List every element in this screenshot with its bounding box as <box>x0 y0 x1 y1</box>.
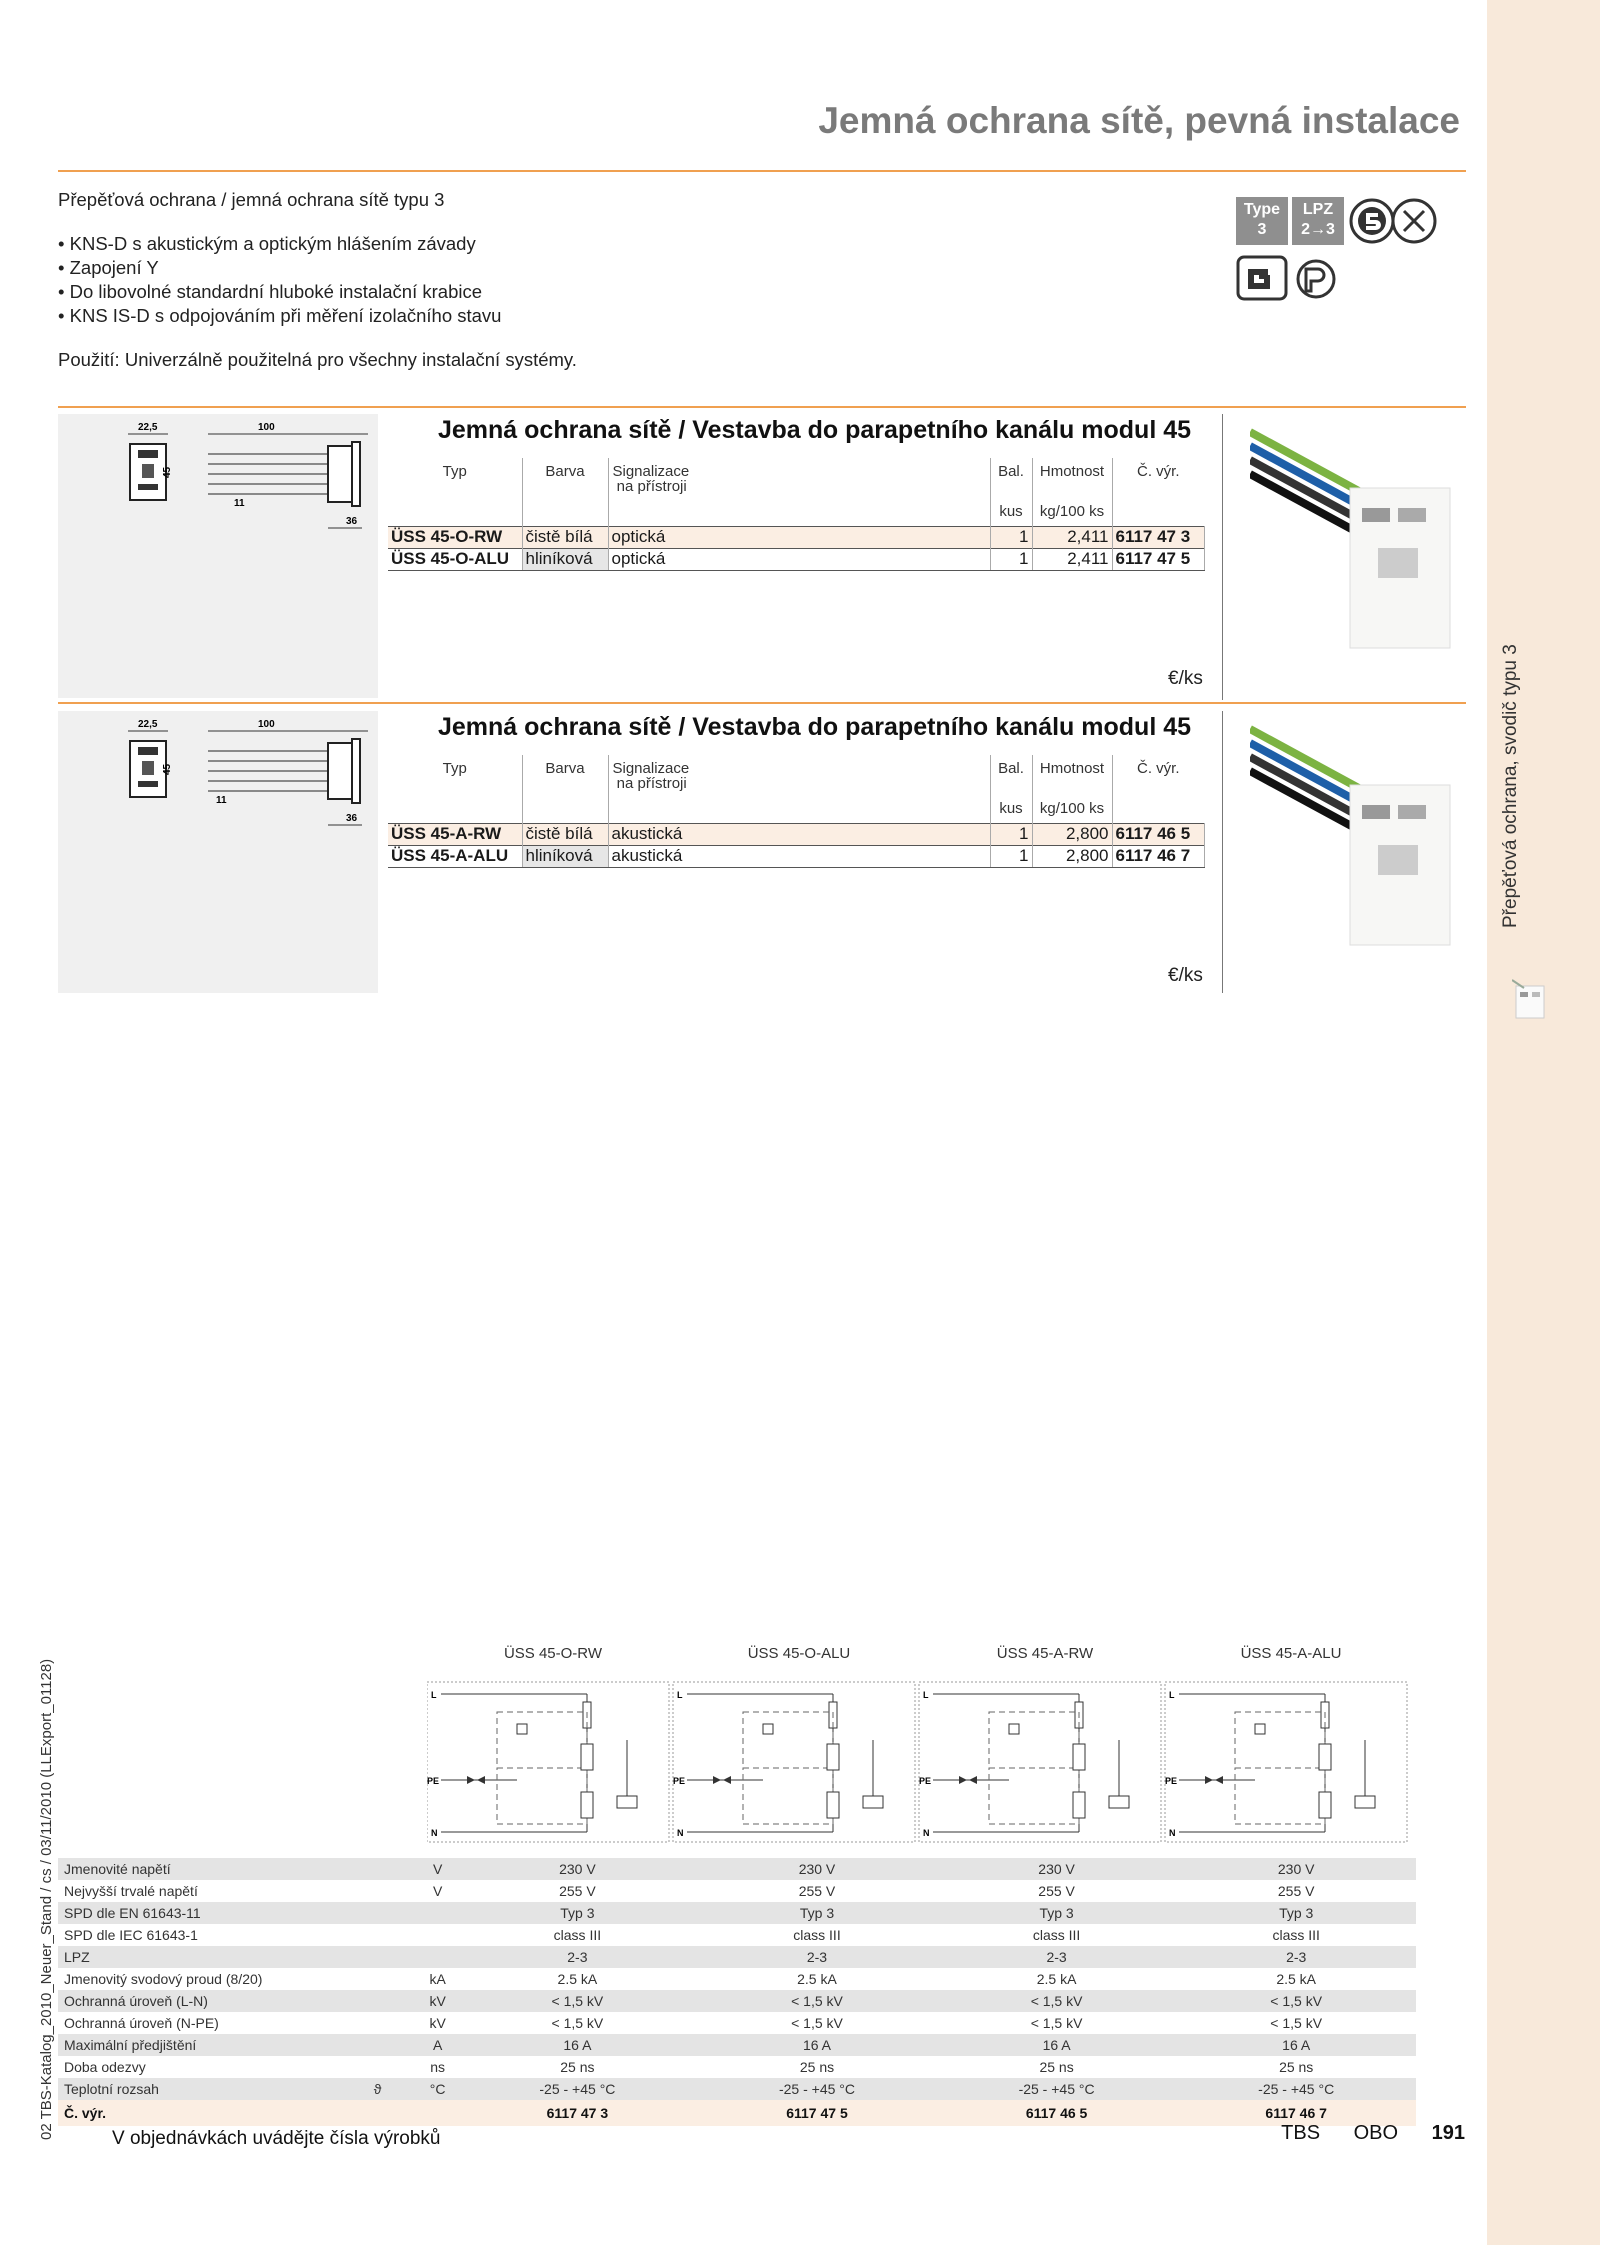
footer-brand <box>1253 2122 1465 2145</box>
product-typ: ÜSS 45-O-RW <box>388 526 522 548</box>
block-divider-line <box>1222 414 1223 700</box>
intro-heading: Přepěťová ochrana / jemná ochrana sítě typu 3 <box>58 189 445 210</box>
col-signalizace-line1: Signalizace <box>612 760 690 777</box>
spec-value: < 1,5 kV <box>937 1990 1177 2012</box>
spec-value: < 1,5 kV <box>937 2012 1177 2034</box>
spec-label: SPD dle EN 61643-11 <box>58 1902 368 1924</box>
unit-cell <box>608 494 990 526</box>
diagram-model-label: ÜSS 45-A-RW <box>996 1645 1094 1662</box>
price-unit: €/ks <box>1168 668 1203 689</box>
footer-brand-obo: OBO <box>1353 2122 1399 2144</box>
catalog-source-note: 02 TBS-Katalog_2010_Neuer_Stand / cs / 03/11/2010 (LLExport_01128) <box>38 1658 55 2140</box>
unit-kg: kg/100 ks <box>1032 791 1112 823</box>
col-cvyr: Č. výr. <box>1136 760 1180 777</box>
spec-unit <box>418 1924 458 1946</box>
dim-label: 36 <box>346 813 358 824</box>
spec-symbol <box>368 1902 418 1924</box>
spec-unit: kV <box>418 1990 458 2012</box>
spec-unit: kV <box>418 2012 458 2034</box>
product-typ: ÜSS 45-A-RW <box>388 823 522 845</box>
dimension-drawing-svg <box>58 414 378 698</box>
col-signalizace-line2: na přístroji <box>616 478 687 495</box>
side-tab-strip <box>1487 0 1600 2245</box>
col-barva: Barva <box>522 755 608 791</box>
spec-article-no: 6117 46 7 <box>1176 2100 1416 2126</box>
type-badge-line: 3 <box>1257 221 1267 238</box>
spec-row <box>58 2056 1416 2078</box>
spec-symbol <box>368 2012 418 2034</box>
spec-value: 255 V <box>1176 1880 1416 1902</box>
page-title: Jemná ochrana sítě, pevná instalace <box>818 100 1460 141</box>
spec-value: 230 V <box>458 1858 698 1880</box>
spec-value: -25 - +45 °C <box>1176 2078 1416 2100</box>
spec-value: < 1,5 kV <box>458 2012 698 2034</box>
spec-symbol <box>368 2034 418 2056</box>
spec-article-no: 6117 47 3 <box>458 2100 698 2126</box>
spec-blank <box>418 2100 458 2126</box>
product-hmotnost: 2,800 <box>1032 845 1112 867</box>
dim-label: 45 <box>162 466 173 478</box>
type-badge <box>1236 197 1288 245</box>
lpz-badge <box>1292 197 1344 245</box>
spec-unit: °C <box>418 2078 458 2100</box>
col-signalizace-line2: na přístroji <box>616 775 687 792</box>
dimension-drawing-svg <box>58 711 378 993</box>
col-signalizace <box>608 755 990 791</box>
spec-value: Typ 3 <box>697 1902 937 1924</box>
spec-unit: A <box>418 2034 458 2056</box>
spec-value: 25 ns <box>458 2056 698 2078</box>
dim-label: 100 <box>258 719 275 730</box>
spec-row <box>58 1858 1416 1880</box>
product-signal: optická <box>608 526 990 548</box>
col-typ: Typ <box>388 458 522 494</box>
spec-label: Ochranná úroveň (N-PE) <box>58 2012 368 2034</box>
spec-symbol <box>368 1946 418 1968</box>
unit-cell <box>388 494 522 526</box>
spec-label: Doba odezvy <box>58 2056 368 2078</box>
spec-value: 25 ns <box>697 2056 937 2078</box>
diagram-model-label: ÜSS 45-A-ALU <box>1240 1645 1342 1662</box>
product-barva: čistě bílá <box>522 526 608 548</box>
spec-value: 25 ns <box>937 2056 1177 2078</box>
dim-label: 11 <box>216 795 227 806</box>
dim-label: 22,5 <box>138 422 158 433</box>
product-bal: 1 <box>990 845 1032 867</box>
spec-value: < 1,5 kV <box>697 1990 937 2012</box>
spec-value: 2.5 kA <box>458 1968 698 1990</box>
line-label: PE <box>427 1776 440 1786</box>
product-barva: čistě bílá <box>522 823 608 845</box>
spec-value: 230 V <box>937 1858 1177 1880</box>
circuit-diagrams <box>427 1680 1415 1848</box>
spec-value: class III <box>937 1924 1177 1946</box>
spec-value: 16 A <box>697 2034 937 2056</box>
spec-row <box>58 2078 1416 2100</box>
product-hmotnost: 2,800 <box>1032 823 1112 845</box>
footer-brand-tbs: TBS <box>1281 2122 1321 2144</box>
intro-bullet: • KNS IS-D s odpojováním při měření izolačního stavu <box>58 305 502 326</box>
product-hmotnost: 2,411 <box>1032 548 1112 570</box>
spec-label: Maximální předjištění <box>58 2034 368 2056</box>
line-label: N <box>431 1828 438 1838</box>
dim-label: 11 <box>234 498 245 509</box>
spec-label: Jmenovité napětí <box>58 1858 368 1880</box>
product-table <box>388 755 1205 868</box>
spec-symbol <box>368 1880 418 1902</box>
product-signal: optická <box>608 548 990 570</box>
spec-article-no: 6117 47 5 <box>697 2100 937 2126</box>
product-block-title: Jemná ochrana sítě / Vestavba do parapetního kanálu modul 45 <box>438 416 1192 444</box>
gs-pct-marks-icon <box>1236 255 1346 301</box>
col-bal: Bal. <box>990 458 1032 494</box>
unit-cell <box>522 791 608 823</box>
unit-cell <box>608 791 990 823</box>
spec-unit: V <box>418 1880 458 1902</box>
product-art-no: 6117 46 5 <box>1112 823 1204 845</box>
spec-value: 16 A <box>937 2034 1177 2056</box>
col-cvyr: Č. výr. <box>1136 463 1180 480</box>
spec-label: LPZ <box>58 1946 368 1968</box>
spec-value: < 1,5 kV <box>458 1990 698 2012</box>
spec-row <box>58 1880 1416 1902</box>
title-divider <box>58 170 1466 172</box>
side-tab-label: Přepěťová ochrana, svodič typu 3 <box>1500 644 1521 928</box>
product-art-no: 6117 46 7 <box>1112 845 1204 867</box>
spec-symbol <box>368 1968 418 1990</box>
spec-label: Jmenovitý svodový proud (8/20) <box>58 1968 368 1990</box>
spec-row <box>58 1946 1416 1968</box>
circuit-diagram <box>427 1682 669 1842</box>
spec-article-no: 6117 46 5 <box>937 2100 1177 2126</box>
product-hmotnost: 2,411 <box>1032 526 1112 548</box>
spec-unit <box>418 1902 458 1924</box>
intro-usage: Použití: Univerzálně použitelná pro všechny instalační systémy. <box>58 349 577 370</box>
intro-bullet: • Zapojení Y <box>58 257 159 278</box>
product-block-title: Jemná ochrana sítě / Vestavba do parapetního kanálu modul 45 <box>438 713 1192 741</box>
product-photo-2 <box>1250 725 1530 955</box>
spec-unit <box>418 1946 458 1968</box>
spec-row <box>58 2012 1416 2034</box>
spec-value: -25 - +45 °C <box>937 2078 1177 2100</box>
product-bal: 1 <box>990 823 1032 845</box>
spec-value: 25 ns <box>1176 2056 1416 2078</box>
page-number: 191 <box>1431 2122 1465 2144</box>
section-divider <box>58 406 1466 408</box>
col-signalizace <box>608 458 990 494</box>
product-barva: hliníková <box>522 548 608 570</box>
spec-value: < 1,5 kV <box>1176 1990 1416 2012</box>
lpz-badge-line: 2→3 <box>1301 221 1335 238</box>
spec-value: 255 V <box>937 1880 1177 1902</box>
spec-value: class III <box>1176 1924 1416 1946</box>
block-divider-line <box>1222 711 1223 993</box>
col-typ: Typ <box>388 755 522 791</box>
product-photo-1 <box>1250 428 1530 658</box>
spec-value: 255 V <box>697 1880 937 1902</box>
dim-label: 45 <box>162 763 173 775</box>
dim-label: 22,5 <box>138 719 158 730</box>
product-art-no: 6117 47 5 <box>1112 548 1204 570</box>
spec-value: Typ 3 <box>458 1902 698 1924</box>
unit-kus: kus <box>990 791 1032 823</box>
spec-row <box>58 1902 1416 1924</box>
spec-row-article <box>58 2100 1416 2126</box>
spec-value: 16 A <box>458 2034 698 2056</box>
spec-row <box>58 1968 1416 1990</box>
unit-kg: kg/100 ks <box>1032 494 1112 526</box>
spec-value: Typ 3 <box>937 1902 1177 1924</box>
intro-bullet: • Do libovolné standardní hluboké instalační krabice <box>58 281 483 302</box>
spec-unit: ns <box>418 2056 458 2078</box>
spec-label: Č. výr. <box>58 2100 368 2126</box>
product-block-1 <box>58 414 1222 700</box>
col-barva: Barva <box>522 458 608 494</box>
product-signal: akustická <box>608 845 990 867</box>
spec-value: 2-3 <box>697 1946 937 1968</box>
product-barva: hliníková <box>522 845 608 867</box>
unit-cell <box>388 791 522 823</box>
spec-label: SPD dle IEC 61643-1 <box>58 1924 368 1946</box>
diagram-model-label: ÜSS 45-O-ALU <box>747 1645 851 1662</box>
spec-row <box>58 1924 1416 1946</box>
diagram-model-label: ÜSS 45-O-RW <box>503 1645 603 1662</box>
footer-note: V objednávkách uvádějte čísla výrobků <box>112 2128 441 2149</box>
spec-value: 230 V <box>697 1858 937 1880</box>
lpz-badge-line: LPZ <box>1302 201 1334 218</box>
spec-symbol <box>368 1858 418 1880</box>
spec-symbol <box>368 1990 418 2012</box>
spec-value: 2-3 <box>458 1946 698 1968</box>
spec-label: Ochranná úroveň (L-N) <box>58 1990 368 2012</box>
spec-value: 16 A <box>1176 2034 1416 2056</box>
spec-value: < 1,5 kV <box>1176 2012 1416 2034</box>
spec-unit: kA <box>418 1968 458 1990</box>
dim-label: 100 <box>258 422 275 433</box>
product-art-no: 6117 47 3 <box>1112 526 1204 548</box>
unit-cell <box>522 494 608 526</box>
product-bal: 1 <box>990 548 1032 570</box>
product-block-2 <box>58 711 1222 993</box>
spec-symbol <box>368 1924 418 1946</box>
price-unit: €/ks <box>1168 965 1203 986</box>
side-product-thumbnail <box>1512 978 1550 1022</box>
spec-value: 2.5 kA <box>1176 1968 1416 1990</box>
spec-value: class III <box>458 1924 698 1946</box>
spec-blank <box>368 2100 418 2126</box>
product-typ: ÜSS 45-A-ALU <box>388 845 522 867</box>
product-typ: ÜSS 45-O-ALU <box>388 548 522 570</box>
intro-bullet: • KNS-D s akustickým a optickým hlášením závady <box>58 233 476 254</box>
product-bal: 1 <box>990 526 1032 548</box>
dimension-drawing-2 <box>58 711 378 993</box>
spec-row <box>58 2034 1416 2056</box>
spec-unit: V <box>418 1858 458 1880</box>
warranty-seal-icon <box>1348 197 1438 249</box>
line-label: L <box>431 1690 437 1700</box>
spec-value: -25 - +45 °C <box>458 2078 698 2100</box>
spec-value: 230 V <box>1176 1858 1416 1880</box>
spec-value: 2.5 kA <box>937 1968 1177 1990</box>
spec-label: Nejvyšší trvalé napětí <box>58 1880 368 1902</box>
col-hmotnost: Hmotnost <box>1032 755 1112 791</box>
dimension-drawing-1 <box>58 414 378 698</box>
spec-symbol <box>368 2056 418 2078</box>
spec-value: -25 - +45 °C <box>697 2078 937 2100</box>
unit-cell <box>1112 494 1204 526</box>
spec-value: Typ 3 <box>1176 1902 1416 1924</box>
col-bal: Bal. <box>990 755 1032 791</box>
spec-value: 2.5 kA <box>697 1968 937 1990</box>
col-hmotnost: Hmotnost <box>1032 458 1112 494</box>
spec-label: Teplotní rozsah <box>58 2078 368 2100</box>
spec-value: 2-3 <box>1176 1946 1416 1968</box>
col-signalizace-line1: Signalizace <box>612 463 690 480</box>
dim-label: 36 <box>346 516 358 527</box>
product-table <box>388 458 1205 571</box>
product-signal: akustická <box>608 823 990 845</box>
type-badge-line: Type <box>1243 201 1281 218</box>
unit-kus: kus <box>990 494 1032 526</box>
unit-cell <box>1112 791 1204 823</box>
technical-spec-table <box>58 1858 1416 2126</box>
intro-text <box>58 188 577 372</box>
spec-row <box>58 1990 1416 2012</box>
spec-value: 2-3 <box>937 1946 1177 1968</box>
spec-value: class III <box>697 1924 937 1946</box>
section-divider <box>58 702 1466 704</box>
spec-value: < 1,5 kV <box>697 2012 937 2034</box>
spec-value: 255 V <box>458 1880 698 1902</box>
spec-symbol: ϑ <box>368 2078 418 2100</box>
